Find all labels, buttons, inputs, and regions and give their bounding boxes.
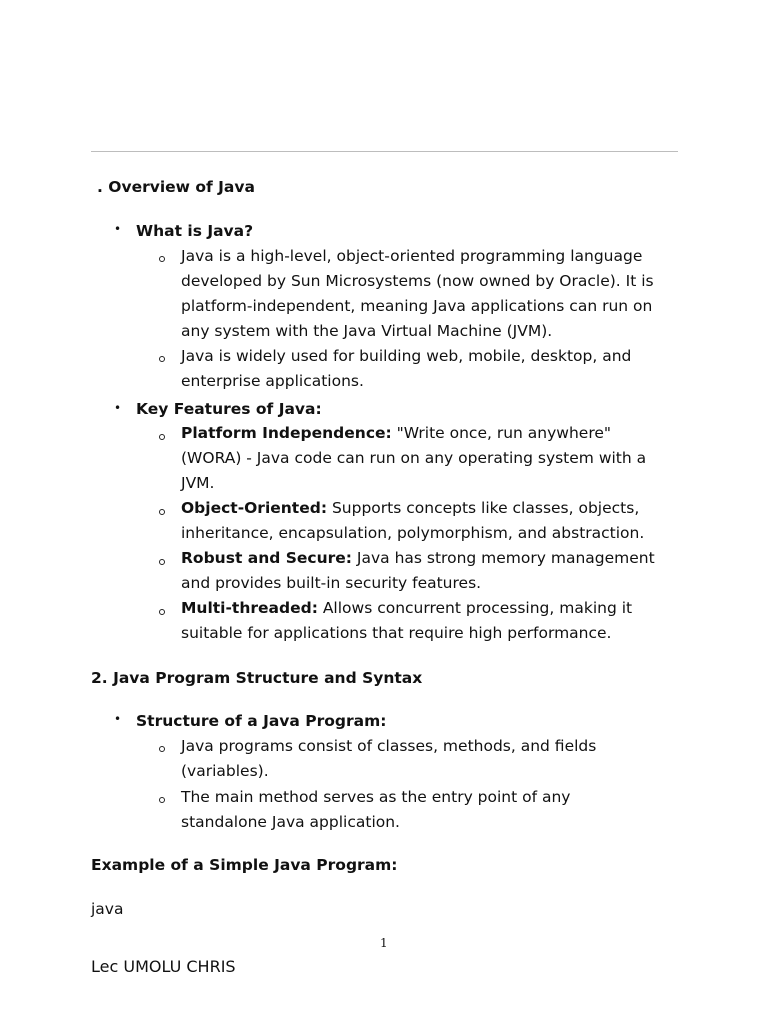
circle-bullet-icon <box>159 509 165 515</box>
paragraph-line: developed by Sun Microsystems (now owned by Oracle). It is <box>181 272 654 290</box>
circle-bullet-icon <box>159 356 165 362</box>
circle-bullet-icon <box>159 797 165 803</box>
feature-term: Object-Oriented: <box>181 499 328 517</box>
paragraph-line: Java is widely used for building web, mobile, desktop, and <box>181 347 632 365</box>
feature-text: Java has strong memory management <box>351 549 655 567</box>
example-heading: Example of a Simple Java Program: <box>91 856 398 874</box>
paragraph-line: enterprise applications. <box>181 372 364 390</box>
header-rule <box>91 151 678 152</box>
circle-bullet-icon <box>159 609 165 615</box>
paragraph-line: suitable for applications that require high performance. <box>181 624 612 642</box>
paragraph-line: Java programs consist of classes, methods, and fields <box>181 737 597 755</box>
paragraph-line: platform-independent, meaning Java applications can run on <box>181 297 653 315</box>
feature-text: Supports concepts like classes, objects, <box>327 499 640 517</box>
circle-bullet-icon <box>159 559 165 565</box>
paragraph-line: The main method serves as the entry point of any <box>181 788 571 806</box>
feature-term: Platform Independence: <box>181 424 392 442</box>
feature-text: Allows concurrent processing, making it <box>317 599 633 617</box>
feature-line <box>181 421 611 446</box>
circle-bullet-icon <box>159 256 165 262</box>
feature-line <box>181 546 655 571</box>
paragraph-line: JVM. <box>181 474 215 492</box>
paragraph-line: inheritance, encapsulation, polymorphism, and abstraction. <box>181 524 645 542</box>
paragraph-line: standalone Java application. <box>181 813 400 831</box>
paragraph-line: (WORA) - Java code can run on any operating system with a <box>181 449 647 467</box>
circle-bullet-icon <box>159 746 165 752</box>
topic-what-is-java: What is Java? <box>136 222 254 240</box>
bullet-icon: • <box>114 401 122 415</box>
code-language-label: java <box>91 900 124 918</box>
feature-line <box>181 496 639 521</box>
feature-term: Multi-threaded: <box>181 599 318 617</box>
paragraph-line: and provides built-in security features. <box>181 574 482 592</box>
topic-key-features: Key Features of Java: <box>136 400 322 418</box>
bullet-icon: • <box>114 222 122 236</box>
paragraph-line: any system with the Java Virtual Machine (JVM). <box>181 322 553 340</box>
paragraph-line: Java is a high-level, object-oriented programming language <box>181 247 643 265</box>
feature-text: "Write once, run anywhere" <box>391 424 612 442</box>
paragraph-line: (variables). <box>181 762 269 780</box>
feature-line <box>181 596 632 621</box>
section-heading-structure: 2. Java Program Structure and Syntax <box>91 669 423 687</box>
feature-term: Robust and Secure: <box>181 549 352 567</box>
footer-author: Lec UMOLU CHRIS <box>91 957 236 976</box>
bullet-icon: • <box>114 712 122 726</box>
circle-bullet-icon <box>159 434 165 440</box>
page-number: 1 <box>380 936 388 950</box>
topic-structure: Structure of a Java Program: <box>136 712 387 730</box>
section-heading-overview: . Overview of Java <box>97 178 255 196</box>
